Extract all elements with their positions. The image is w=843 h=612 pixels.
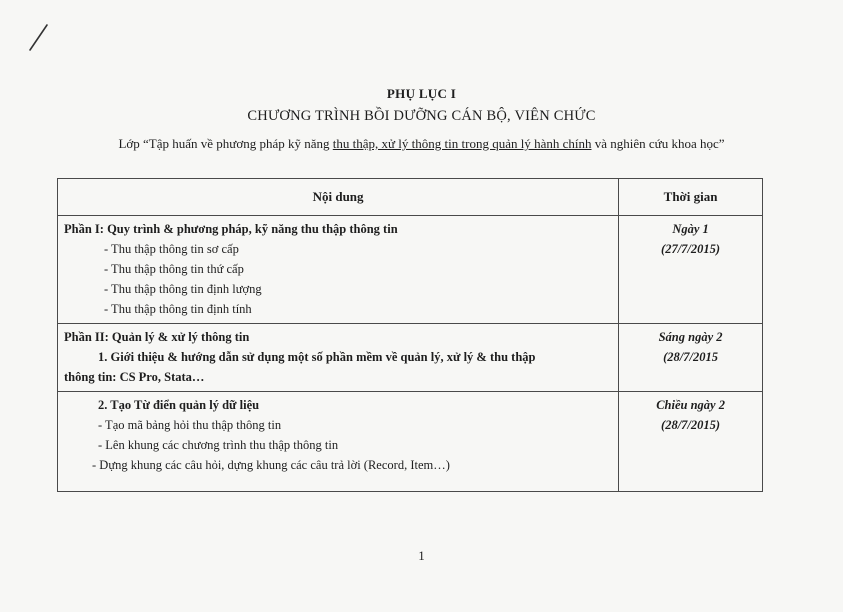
time-date: (27/7/2015) [661, 242, 721, 256]
list-item: - Dựng khung các câu hỏi, dựng khung các câu trả lời (Record, Item…) [92, 458, 450, 472]
subheading-continued: thông tin: CS Pro, Stata… [64, 370, 205, 384]
row-time [619, 216, 763, 324]
class-subtitle [0, 136, 843, 152]
time-day: Chiều ngày 2 [656, 398, 725, 412]
appendix-title: PHỤ LỤC I [386, 86, 457, 101]
row-time [619, 392, 763, 492]
time-day: Ngày 1 [672, 222, 709, 236]
table-header-row [58, 179, 763, 216]
page-number: 1 [418, 548, 425, 563]
row-content [58, 392, 619, 492]
table-row [58, 392, 763, 492]
section-title: Phần I: Quy trình & phương pháp, kỹ năng thu thập thông tin [64, 222, 398, 236]
subheading: 2. Tạo Từ điển quản lý dữ liệu [98, 398, 260, 412]
table-row [58, 324, 763, 392]
header-content: Nội dung [58, 179, 619, 216]
row-content [58, 324, 619, 392]
time-day: Sáng ngày 2 [658, 330, 723, 344]
list-item: - Tạo mã bảng hỏi thu thập thông tin [98, 418, 282, 432]
class-subtitle-suffix: và nghiên cứu khoa học” [591, 136, 725, 151]
header-time: Thời gian [619, 179, 763, 216]
time-date: (28/7/2015) [661, 418, 721, 432]
list-item: - Thu thập thông tin định tính [104, 302, 252, 316]
list-item: - Thu thập thông tin sơ cấp [104, 242, 239, 256]
pen-stroke-mark [28, 22, 50, 52]
program-table [57, 178, 763, 492]
list-item: - Lên khung các chương trình thu thập thông tin [98, 438, 339, 452]
row-time [619, 324, 763, 392]
subheading: 1. Giới thiệu & hướng dẫn sử dụng một số phần mềm về quản lý, xử lý & thu thập [98, 350, 536, 364]
list-item: - Thu thập thông tin định lượng [104, 282, 262, 296]
class-subtitle-prefix: Lớp “Tập huấn về phương pháp kỹ năng [118, 136, 333, 151]
list-item: - Thu thập thông tin thứ cấp [104, 262, 244, 276]
program-title: CHƯƠNG TRÌNH BỒI DƯỠNG CÁN BỘ, VIÊN CHỨC [247, 108, 596, 124]
table-row [58, 216, 763, 324]
class-subtitle-underlined: thu thập, xử lý thông tin trong quản lý hành chính [332, 136, 592, 151]
row-content [58, 216, 619, 324]
section-title: Phần II: Quản lý & xử lý thông tin [64, 330, 250, 344]
time-date: (28/7/2015 [663, 350, 718, 364]
